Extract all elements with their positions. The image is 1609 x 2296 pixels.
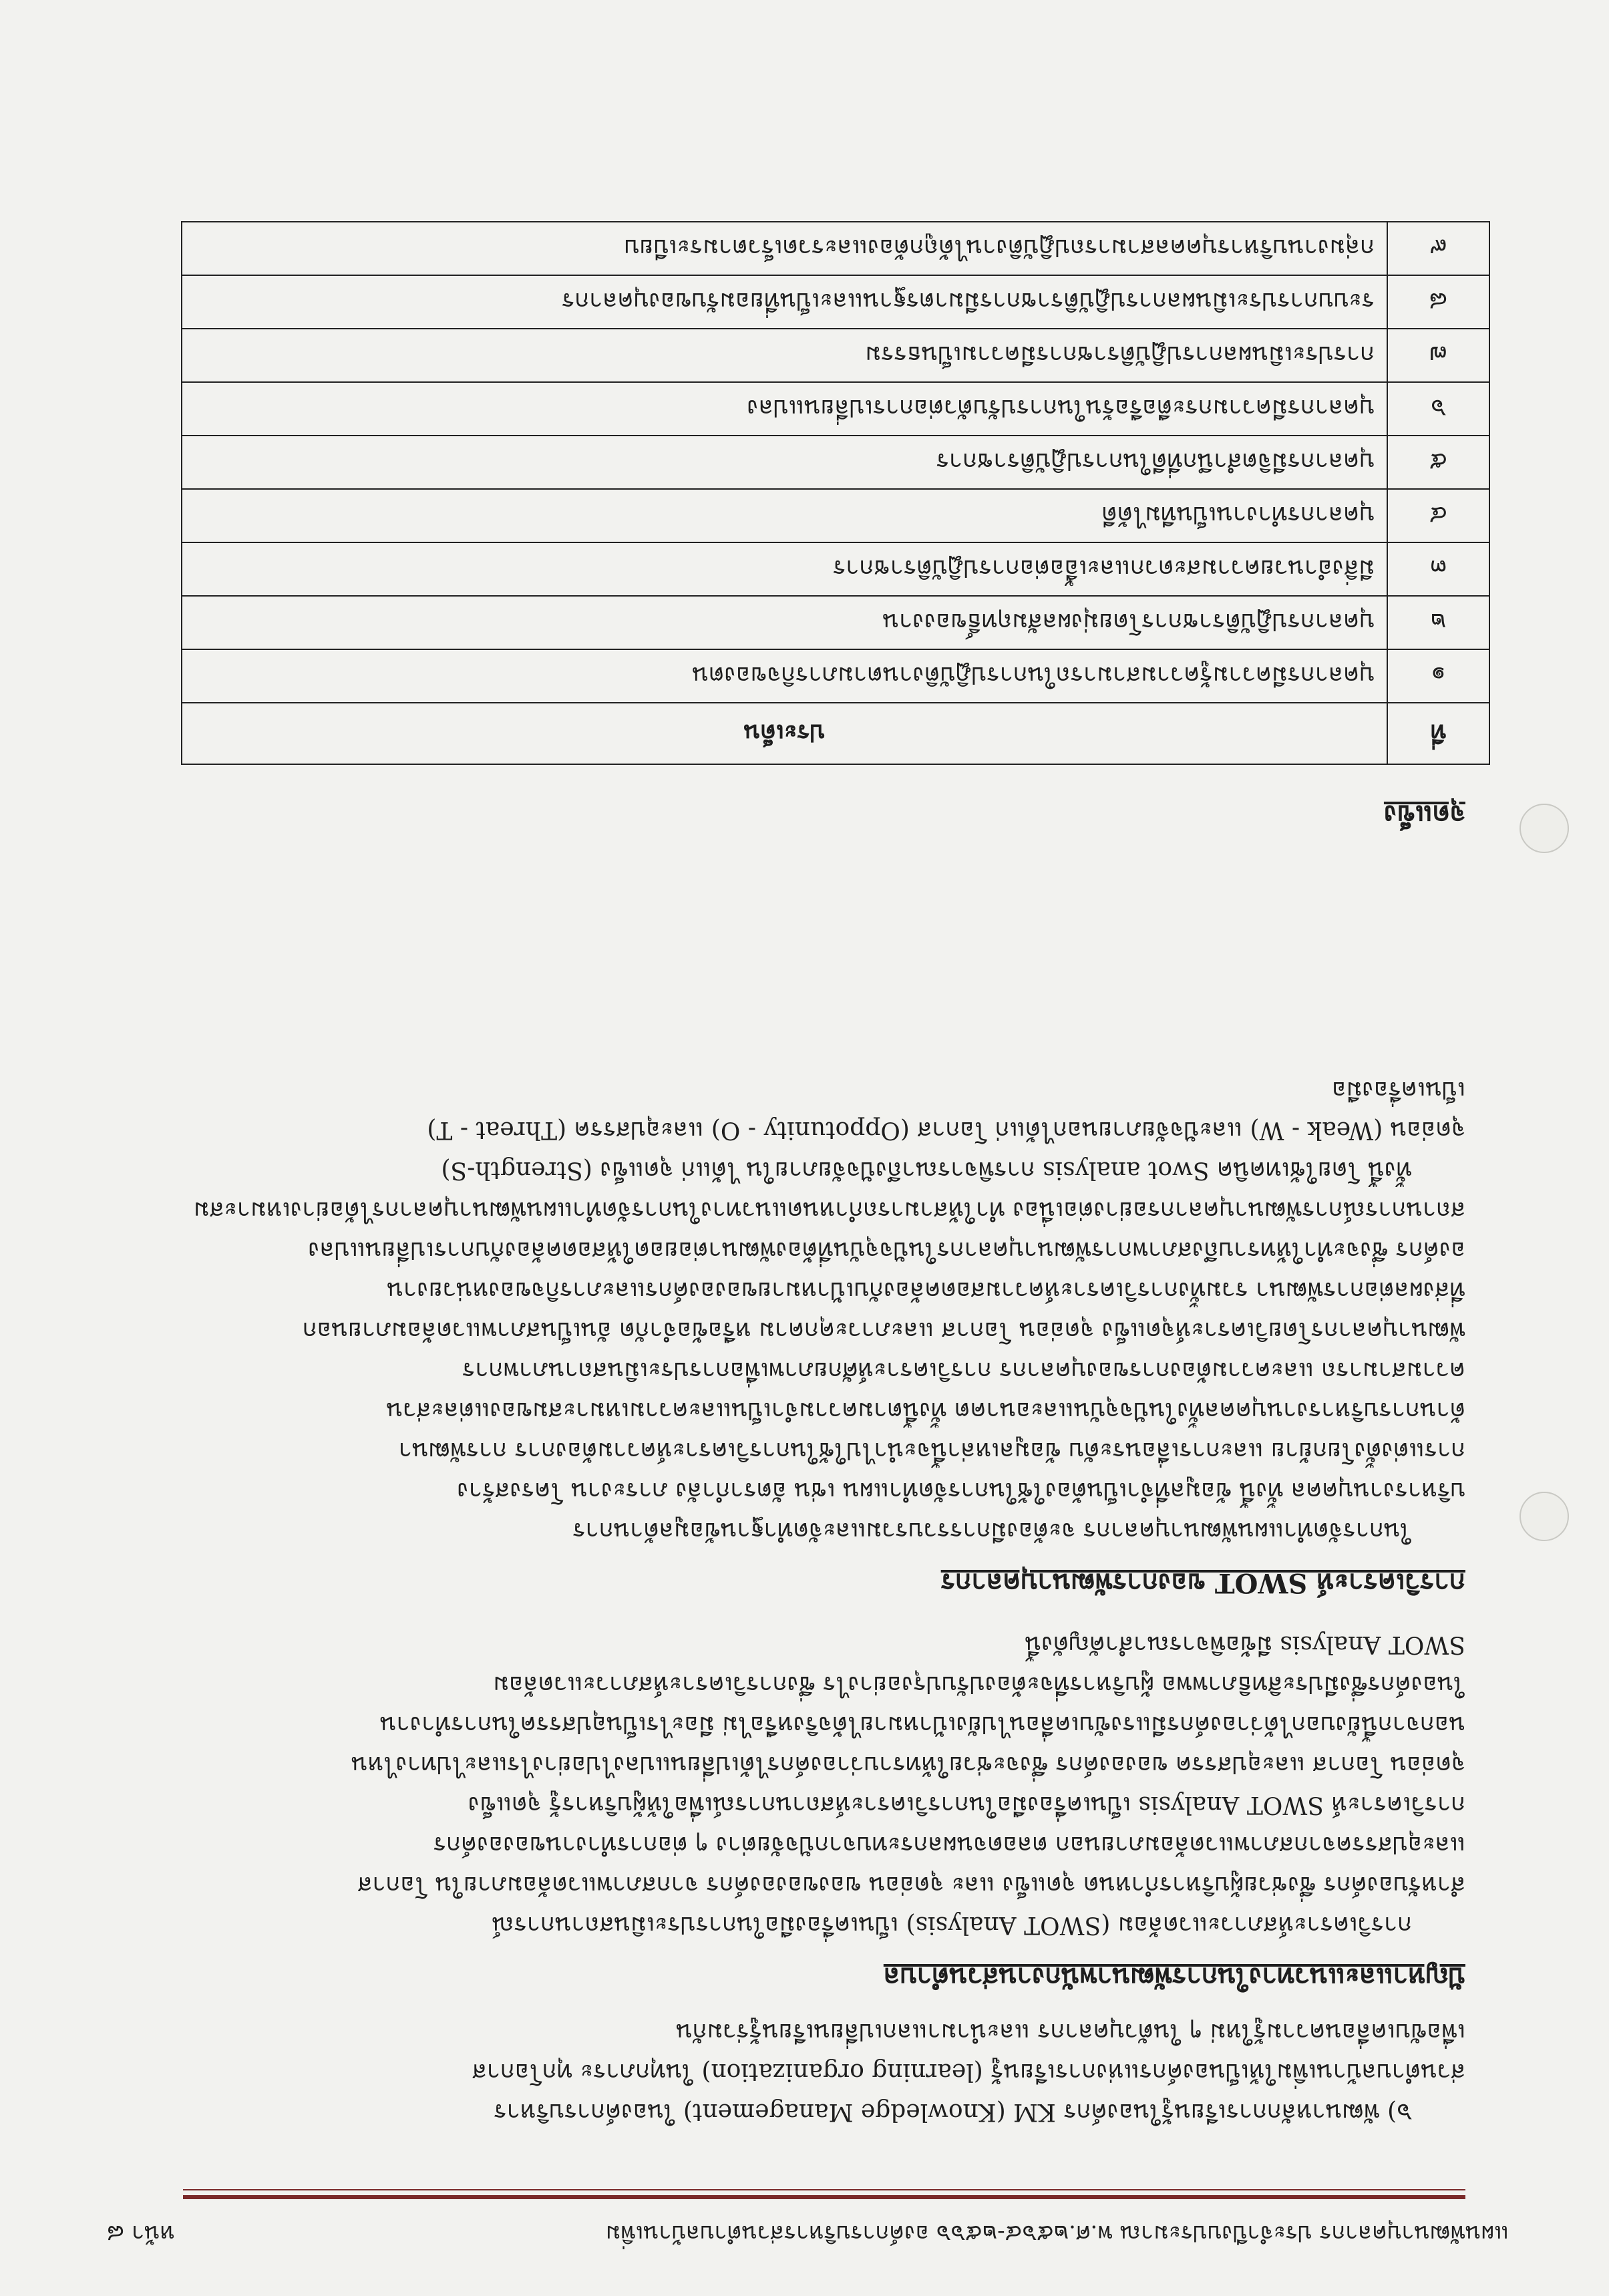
- header-title: แผนพัฒนาบุคลากร ประจำปีงบประมาณ พ.ศ.๒๕๖๔-๒๕๖๖ องค์การบริหารส่วนตำบลบ้านเพิ่ม: [605, 2220, 1509, 2247]
- row-issue: บุคลากรมีจิตสำนึกที่ดีในการปฏิบัติราชการ: [182, 436, 1387, 489]
- table-row: [182, 275, 1489, 329]
- header-divider: [183, 2195, 1465, 2199]
- row-issue: กลุ่มงานบริหารบุคคลสามารถปฏิบัติงานได้ถูกต้องและรวดเร็วตามระเบียบ: [182, 222, 1387, 275]
- problems-line-5: จุดอ่อน โอกาส และอุปสรรค ขององค์กร ซึ่งจะช่วยให้ทราบว่าองค์กรได้เปลี่ยนแปลงไปอย่างไรและไปทางไหน: [351, 1751, 1465, 1778]
- row-number: ๔: [1387, 489, 1489, 542]
- swot-line-11: จุดอ่อน (Weak - W) และปัจจัยภายนอกได้แก่ โอกาส (Oppotunity - O) และอุปสรรค (Threat - T): [427, 1116, 1465, 1144]
- header-divider-thin: [183, 2189, 1465, 2190]
- swot-line-1: ในการจัดทำแผนพัฒนาบุคลากร จะต้องมีการรวบรวมและจัดทำฐานข้อมูลด้านการ: [572, 1517, 1412, 1544]
- swot-heading: การวิเคราะห์ SWOT ของการพัฒนาบุคลากร: [940, 1567, 1465, 1599]
- column-header-issue: ประเด็น: [182, 703, 1387, 764]
- swot-line-8: องค์กร ซึ่งจะทำให้ทราบถึงสภาพการพัฒนาบุคลากรในปัจจุบันที่ต้องพัฒนาต่อยอดให้สอดคล้องกับการเปลี่ยนแปลง: [308, 1237, 1465, 1264]
- row-number: ๙: [1387, 222, 1489, 275]
- km-line-2: ส่วนตำบลบ้านเพิ่มให้เป็นองค์กรแห่งการเรียนรู้ (learning organization) ในทุกภาระ ทุกโอกาส: [472, 2058, 1465, 2086]
- row-issue: บุคลากรมีความรู้ความสามารถในการปฏิบัติงานตามภารกิจของตน: [182, 649, 1387, 703]
- table-row: [182, 596, 1489, 649]
- row-number: ๘: [1387, 275, 1489, 329]
- punch-hole-mark: [1519, 804, 1569, 853]
- row-number: ๒: [1387, 596, 1489, 649]
- swot-line-2: บริหารงานบุคคล ทั้งนี้ ข้อมูลที่จำเป็นต้องใช้ในการจัดทำแผน เช่น อัตรากำลัง ภาระงาน โครงสร้าง: [457, 1477, 1465, 1504]
- problems-line-2: สำหรับองค์กร ซึ่งช่วยผู้บริหารกำหนด จุดแข็ง และ จุดอ่อน ของขององค์กร จากสภาพแวดล้อมภายใน โอกาส: [357, 1871, 1465, 1899]
- km-line-3: เพื่อขับเคลื่อนความรู้ใหม่ ๆ ในตัวบุคลากร และนำมาแลกเปลี่ยนเรียนรู้ร่วมกัน: [676, 2018, 1465, 2045]
- swot-line-5: ความสามารถ และความต้องการของบุคลากร การวิเคราะห์ศักยภาพเพื่อการประเมินสถานภาพการ: [462, 1357, 1465, 1384]
- row-issue: บุคลากรปฏิบัติราชการโดยมุ่งผลสัมฤทธิ์ของงาน: [182, 596, 1387, 649]
- table-row: [182, 542, 1489, 596]
- table-row: [182, 222, 1489, 275]
- km-line-1: ๖) พัฒนาหลักการเรียนรู้ในองค์กร KM (Knowledge Management) ในองค์การบริหาร: [494, 2098, 1412, 2126]
- table-row: [182, 489, 1489, 542]
- problems-heading: ปัญหาและแนวทางในการพัฒนาพนักงานส่วนตำบล: [883, 1961, 1465, 1993]
- swot-line-9: สถานการณ์การพัฒนาบุคลากรอย่างต่อเนื่อง ทำให้สามารถกำหนดแนวทางในการจัดทำแผนพัฒนาบุคลากรได้อย่างเหมาะสม: [193, 1196, 1465, 1224]
- table-row: [182, 382, 1489, 436]
- problems-line-1: การวิเคราะห์สภาวะแวดล้อม (SWOT Analysis) เป็นเครื่องมือในการประเมินสถานการณ์: [492, 1911, 1412, 1939]
- problems-line-3: และอุปสรรคจากสภาพแวดล้อมภายนอก ตลอดจนผลกระทบจากปัจจัยต่าง ๆ ต่อการทำงานขององค์กร: [433, 1831, 1465, 1858]
- row-issue: บุคลากรมีความกระตือรือร้นในการปรับตัวต่อการเปลี่ยนแปลง: [182, 382, 1387, 436]
- swot-line-10: ทั้งนี้ โดยใช้เทคนิค Swot analysis การพิจารณาถึงปัจจัยภายใน ได้แก่ จุดแข็ง (Strength-S): [441, 1156, 1412, 1184]
- row-issue: มีสิ่งอำนวยความสะดวกและเอื้อต่อการปฏิบัติราชการ: [182, 542, 1387, 596]
- swot-line-7: ที่ส่งผลต่อการพัฒนา รวมทั้งการวิเคราะห์ความสอดคล้องกับเป้าหมายขององค์กรและภารกิจของหน่วยงาน: [387, 1277, 1465, 1304]
- problems-line-4: การวิเคราะห์ SWOT Analysis เป็นเครื่องมือในการวิเคราะห์สถานการณ์เพื่อให้ผู้บริหารรู้ จุดแข็ง: [468, 1791, 1465, 1818]
- row-number: ๓: [1387, 542, 1489, 596]
- row-number: ๗: [1387, 329, 1489, 382]
- punch-hole-mark: [1519, 1492, 1569, 1541]
- row-issue: บุคลากรทำงานเป็นทีมได้ดี: [182, 489, 1387, 542]
- row-issue: การประเมินผลการปฏิบัติราชการมีความเป็นธรรม: [182, 329, 1387, 382]
- column-header-no: ที่: [1387, 703, 1489, 764]
- swot-line-12: เป็นเครื่องมือ: [1331, 1076, 1465, 1104]
- swot-line-3: การแต่งตั้งโยกย้าย และการเลื่อนระดับ ข้อมูลเหล่านี้จะนำไปใช้ในการวิเคราะห์ความต้องการ การพัฒนา: [398, 1437, 1465, 1464]
- table-header-row: [182, 703, 1489, 764]
- row-number: ๕: [1387, 436, 1489, 489]
- problems-line-7: ในองค์กรซึ่งมีประสิทธิภาพพอ ผู้บริหารที่จะต้องปรับปรุงอย่างไร ซึ่งการวิเคราะห์สภาวะแวดล้อม: [493, 1671, 1465, 1698]
- swot-line-4: ด้านการบริหารงานบุคคลทั้งในปัจจุบันและอนาคต ทั้งนี้ตามความจำเป็นและความเหมาะสมของแต่ละส่วน: [386, 1397, 1465, 1424]
- problems-line-8: SWOT Analysis มีข้อพิจารณาสำคัญดังนี้: [1025, 1631, 1465, 1658]
- problems-line-6: นอกจากนี้ยังบอกได้ว่าองค์กรมีแรงขับเคลื่อนไปยังเป้าหมายได้จริงหรือไม่ มีอะไรเป็นอุปสรรคในการทำงาน: [379, 1711, 1465, 1738]
- swot-line-6: พัฒนาบุคลากรโดยวิเคราะห์จุดแข็ง จุดอ่อน โอกาส และภาวะคุกคาม หรือข้อจำกัด อันเป็นสภาพแวดล้อมภายนอก: [302, 1317, 1465, 1344]
- strengths-heading: จุดแข็ง: [1383, 799, 1465, 830]
- table-row: [182, 649, 1489, 703]
- page-number: หน้า ๘: [107, 2220, 175, 2247]
- row-number: ๑: [1387, 649, 1489, 703]
- table-row: [182, 436, 1489, 489]
- strengths-table: [181, 221, 1490, 765]
- row-issue: ระบบการประเมินผลการปฏิบัติราชการมีมาตรฐานและเป็นที่ยอมรับของบุคลากร: [182, 275, 1387, 329]
- table-row: [182, 329, 1489, 382]
- row-number: ๖: [1387, 382, 1489, 436]
